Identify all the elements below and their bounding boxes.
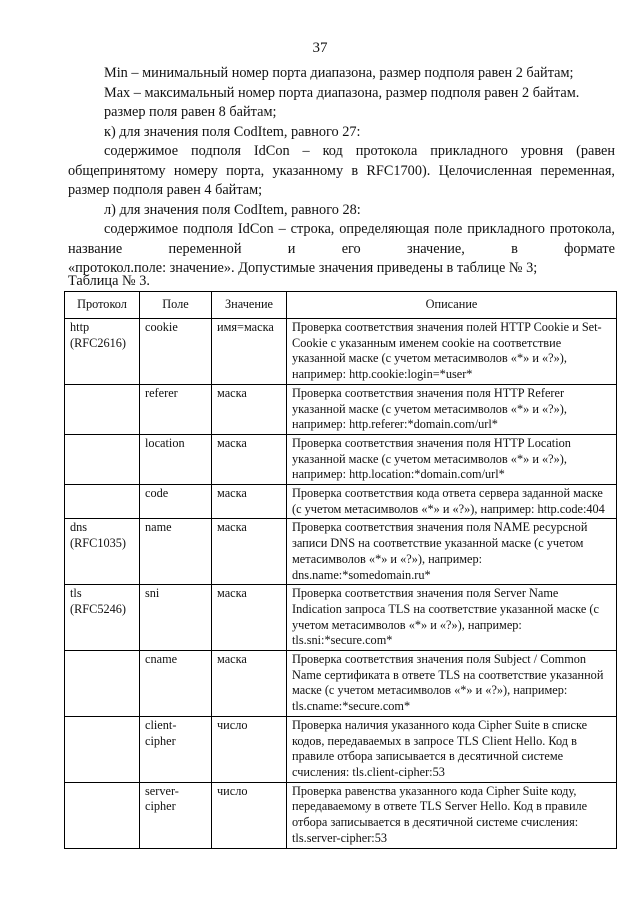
description-cell: Проверка наличия указанного кода Cipher Suite в списке кодов, передаваемых в запросе TLS Client Hello. Код в правиле отбора записывается в десятичной системе счисления: tls.client-cipher:53 (287, 716, 617, 782)
table-row (65, 384, 617, 434)
paragraph-max: Max – максимальный номер порта диапазона, размер подполя равен 2 байтам. (104, 84, 580, 101)
field-cell: name (140, 519, 212, 585)
field-cell: client-cipher (140, 716, 212, 782)
header-protocol: Протокол (65, 292, 140, 319)
description-cell: Проверка соответствия значения поля Server Name Indication запроса TLS на соответствие указанной маске (с учетом метасимволов «*» и «?»), например: tls.sni:*secure.com* (287, 585, 617, 651)
value-cell: маска (212, 485, 287, 519)
table-row (65, 519, 617, 585)
paragraph-l-body-line1: содержимое подполя IdCon – строка, определяющая поле прикладного протокола, название переменной и его значение, в формате (68, 221, 615, 257)
protocol-rfc: (RFC2616) (70, 335, 127, 350)
description-cell: Проверка соответствия значения поля HTTP Referer указанной маске (с учетом метасимволов «*» и «?»), например: http.referer:*domain.com/url* (287, 384, 617, 434)
value-cell: имя=маска (212, 319, 287, 385)
field-cell: location (140, 434, 212, 484)
header-description: Описание (287, 292, 617, 319)
table-header-row (65, 292, 617, 319)
description-cell: Проверка соответствия значения полей HTTP Cookie и Set-Cookie с указанным именем cookie на соответствие указанной маске (с учетом метасимволов «*» и «?»), например: http.cookie:login=*user* (287, 319, 617, 385)
table-row (65, 319, 617, 385)
paragraph-l-body-line2: «протокол.поле: значение». Допустимые значения приведены в таблице № 3; (68, 260, 538, 276)
paragraph-k-head: к) для значения поля CodItem, равного 27: (104, 123, 361, 140)
table-row (65, 782, 617, 848)
protocol-name: dns (70, 520, 88, 535)
value-cell: маска (212, 384, 287, 434)
protocol-cell (65, 519, 140, 585)
protocol-cell-empty (65, 485, 140, 519)
paragraph-l-head: л) для значения поля CodItem, равного 28: (104, 201, 361, 218)
value-cell: маска (212, 519, 287, 585)
field-cell: referer (140, 384, 212, 434)
description-cell: Проверка соответствия значения поля HTTP Location указанной маске (с учетом метасимволов «*» и «?»), например: http.location:*domain.com/url* (287, 434, 617, 484)
paragraph-size8: размер поля равен 8 байтам; (104, 104, 277, 120)
header-field: Поле (140, 292, 212, 319)
table-row (65, 434, 617, 484)
table-row (65, 585, 617, 651)
description-cell: Проверка соответствия значения поля NAME ресурсной записи DNS на соответствие указанной маске (с учетом метасимволов «*» и «?»), например: dns.name:*somedomain.ru* (287, 519, 617, 585)
field-cell: server-cipher (140, 782, 212, 848)
table-row (65, 485, 617, 519)
table-caption: Таблица № 3. (68, 273, 150, 289)
field-cell: code (140, 485, 212, 519)
table-row (65, 651, 617, 717)
protocol-table (64, 291, 617, 849)
body-text (68, 64, 615, 279)
field-cell: sni (140, 585, 212, 651)
value-cell: маска (212, 434, 287, 484)
protocol-cell-empty (65, 716, 140, 782)
field-cell: cookie (140, 319, 212, 385)
protocol-cell-empty (65, 384, 140, 434)
protocol-cell-empty (65, 651, 140, 717)
description-cell: Проверка равенства указанного кода Cipher Suite коду, передаваемому в ответе TLS Server Hello. Код в правиле отбора записывается в десятичной системе счисления: tls.server-cipher:53 (287, 782, 617, 848)
value-cell: число (212, 716, 287, 782)
page-number: 37 (312, 40, 328, 56)
header-value: Значение (212, 292, 287, 319)
protocol-cell (65, 319, 140, 385)
paragraph-k-body: содержимое подполя IdCon – код протокола прикладного уровня (равен общепринятому номеру порта, указанному в RFC1700). Целочисленная переменная, размер подполя равен 4 байтам; (68, 143, 615, 198)
protocol-cell-empty (65, 434, 140, 484)
protocol-name: http (70, 320, 90, 334)
protocol-rfc: (RFC1035) (70, 536, 127, 551)
paragraph-min: Min – минимальный номер порта диапазона, размер подполя равен 2 байтам; (104, 65, 574, 81)
value-cell: маска (212, 585, 287, 651)
description-cell: Проверка соответствия кода ответа сервера заданной маске (с учетом метасимволов «*» и «?»), например: http.code:404 (287, 485, 617, 519)
protocol-rfc: (RFC5246) (70, 601, 127, 616)
table-row (65, 716, 617, 782)
protocol-cell (65, 585, 140, 651)
description-cell: Проверка соответствия значения поля Subject / Common Name сертификата в ответе TLS на соответствие указанной маске (с учетом метасимволов «*» и «?»), например: tls.cname:*secure.com* (287, 651, 617, 717)
value-cell: маска (212, 651, 287, 717)
protocol-name: tls (70, 586, 82, 601)
protocol-cell-empty (65, 782, 140, 848)
field-cell: cname (140, 651, 212, 717)
value-cell: число (212, 782, 287, 848)
